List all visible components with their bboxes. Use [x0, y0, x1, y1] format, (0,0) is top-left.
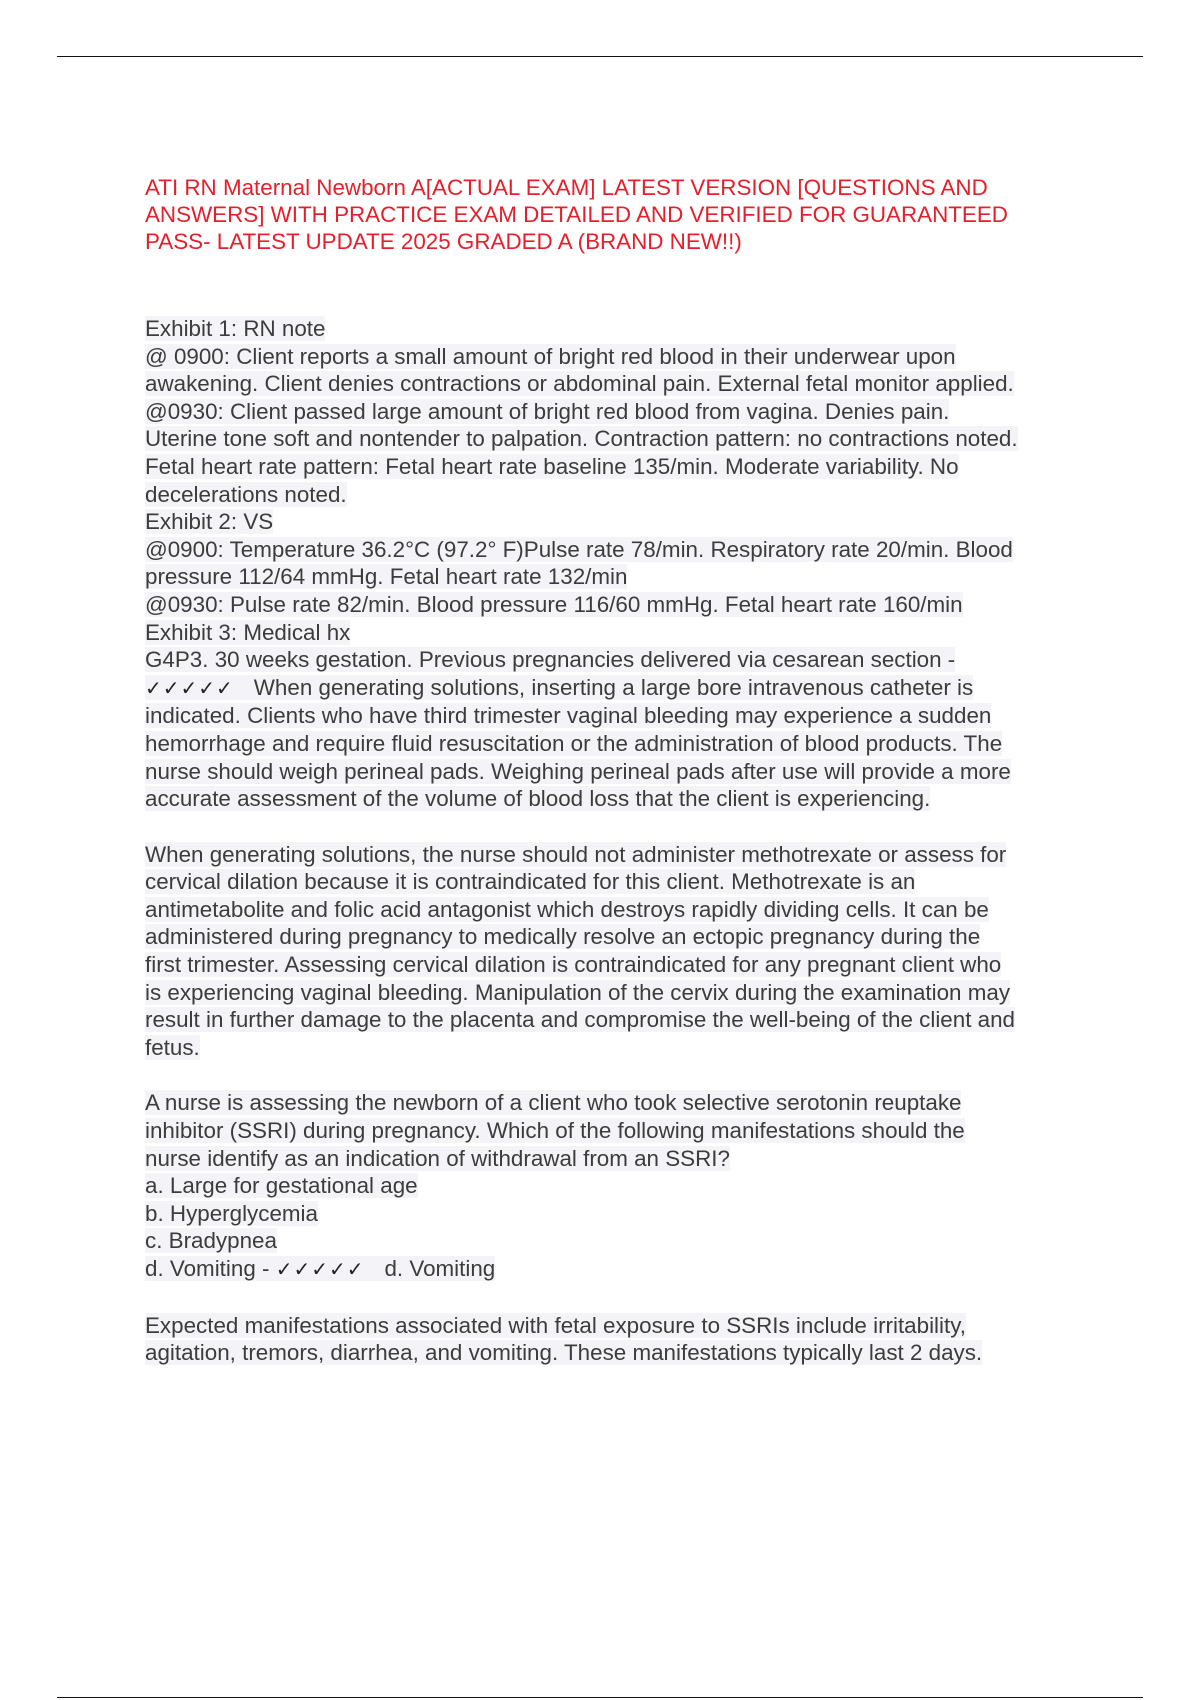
rationale-line: agitation, tremors, diarrhea, and vomiting. These manifestations typically last 2 days.: [145, 1340, 983, 1366]
title-line: PASS- LATEST UPDATE 2025 GRADED A (BRAND NEW!!): [145, 229, 742, 254]
question-block: [145, 1089, 1095, 1283]
exhibit-line: awakening. Client denies contractions or abdominal pain. External fetal monitor applied.: [145, 371, 1014, 397]
option-a: a. Large for gestational age: [145, 1173, 418, 1199]
exhibit-line: pressure 112/64 mmHg. Fetal heart rate 132/min: [145, 564, 628, 590]
question-line: inhibitor (SSRI) during pregnancy. Which of the following manifestations should the: [145, 1118, 965, 1144]
option-d: d. Vomiting -: [145, 1256, 270, 1281]
answer-line: hemorrhage and require fluid resuscitation or the administration of blood products. The: [145, 730, 1003, 756]
question-line: nurse identify as an indication of withdrawal from an SSRI?: [145, 1145, 730, 1171]
exhibit-line: @0930: Pulse rate 82/min. Blood pressure 116/60 mmHg. Fetal heart rate 160/min: [145, 591, 963, 617]
explanation-line: antimetabolite and folic acid antagonist which destroys rapidly dividing cells. It can be: [145, 896, 989, 922]
answer-line: accurate assessment of the volume of blood loss that the client is experiencing.: [145, 786, 931, 812]
document-body: [145, 315, 1095, 1367]
exhibit-line: Exhibit 3: Medical hx: [145, 619, 351, 645]
document-page: [145, 174, 1095, 1367]
check-marks-icon: ✓✓✓✓✓: [145, 675, 234, 700]
explanation-line: When generating solutions, the nurse should not administer methotrexate or assess for: [145, 841, 1007, 867]
bottom-rule: [57, 1697, 1143, 1698]
option-b: b. Hyperglycemia: [145, 1200, 318, 1226]
explanation-line: first trimester. Assessing cervical dilation is contraindicated for any pregnant client who: [145, 952, 1002, 978]
exhibit-line: Uterine tone soft and nontender to palpation. Contraction pattern: no contractions noted.: [145, 426, 1018, 452]
question-line: A nurse is assessing the newborn of a client who took selective serotonin reuptake: [145, 1090, 962, 1116]
exhibit-line: decelerations noted.: [145, 481, 347, 507]
explanation-line: administered during pregnancy to medically resolve an ectopic pregnancy during the: [145, 924, 981, 950]
correct-answer: d. Vomiting: [384, 1256, 496, 1281]
title-line: ANSWERS] WITH PRACTICE EXAM DETAILED AND VERIFIED FOR GUARANTEED: [145, 202, 1008, 227]
option-c: c. Bradypnea: [145, 1228, 277, 1254]
answer-line: nurse should weigh perineal pads. Weighing perineal pads after use will provide a more: [145, 758, 1011, 784]
exhibit-line: Exhibit 2: VS: [145, 509, 274, 535]
answer-line: When generating solutions, inserting a large bore intravenous catheter is: [253, 674, 974, 700]
check-marks-icon: ✓✓✓✓✓: [275, 1257, 365, 1281]
exhibit-line: Fetal heart rate pattern: Fetal heart rate baseline 135/min. Moderate variability. No: [145, 453, 959, 479]
paragraph-gap: [145, 1284, 1095, 1312]
explanation-block: [145, 841, 1095, 1062]
answer-line: indicated. Clients who have third trimester vaginal bleeding may experience a sudden: [145, 703, 992, 729]
exhibit-line: @ 0900: Client reports a small amount of bright red blood in their underwear upon: [145, 343, 956, 369]
top-rule: [57, 56, 1143, 57]
exhibits-block: [145, 315, 1095, 813]
exhibit-line: @0930: Client passed large amount of bright red blood from vagina. Denies pain.: [145, 398, 950, 424]
exhibit-line: @0900: Temperature 36.2°C (97.2° F)Pulse rate 78/min. Respiratory rate 20/min. Blood: [145, 536, 1013, 562]
explanation-line: is experiencing vaginal bleeding. Manipulation of the cervix during the examination may: [145, 979, 1011, 1005]
paragraph-gap: [145, 813, 1095, 841]
explanation-line: cervical dilation because it is contraindicated for this client. Methotrexate is an: [145, 869, 916, 895]
exhibit-line: Exhibit 1: RN note: [145, 316, 326, 341]
explanation-line: fetus.: [145, 1034, 200, 1060]
paragraph-gap: [145, 1061, 1095, 1089]
rationale-block: [145, 1312, 1095, 1367]
title-line: ATI RN Maternal Newborn A[ACTUAL EXAM] LATEST VERSION [QUESTIONS AND: [145, 175, 988, 200]
document-title: [145, 174, 1095, 255]
exhibit-line: G4P3. 30 weeks gestation. Previous pregnancies delivered via cesarean section -: [145, 647, 956, 673]
explanation-line: result in further damage to the placenta and compromise the well-being of the client and: [145, 1007, 1016, 1033]
rationale-line: Expected manifestations associated with fetal exposure to SSRIs include irritability,: [145, 1312, 966, 1338]
